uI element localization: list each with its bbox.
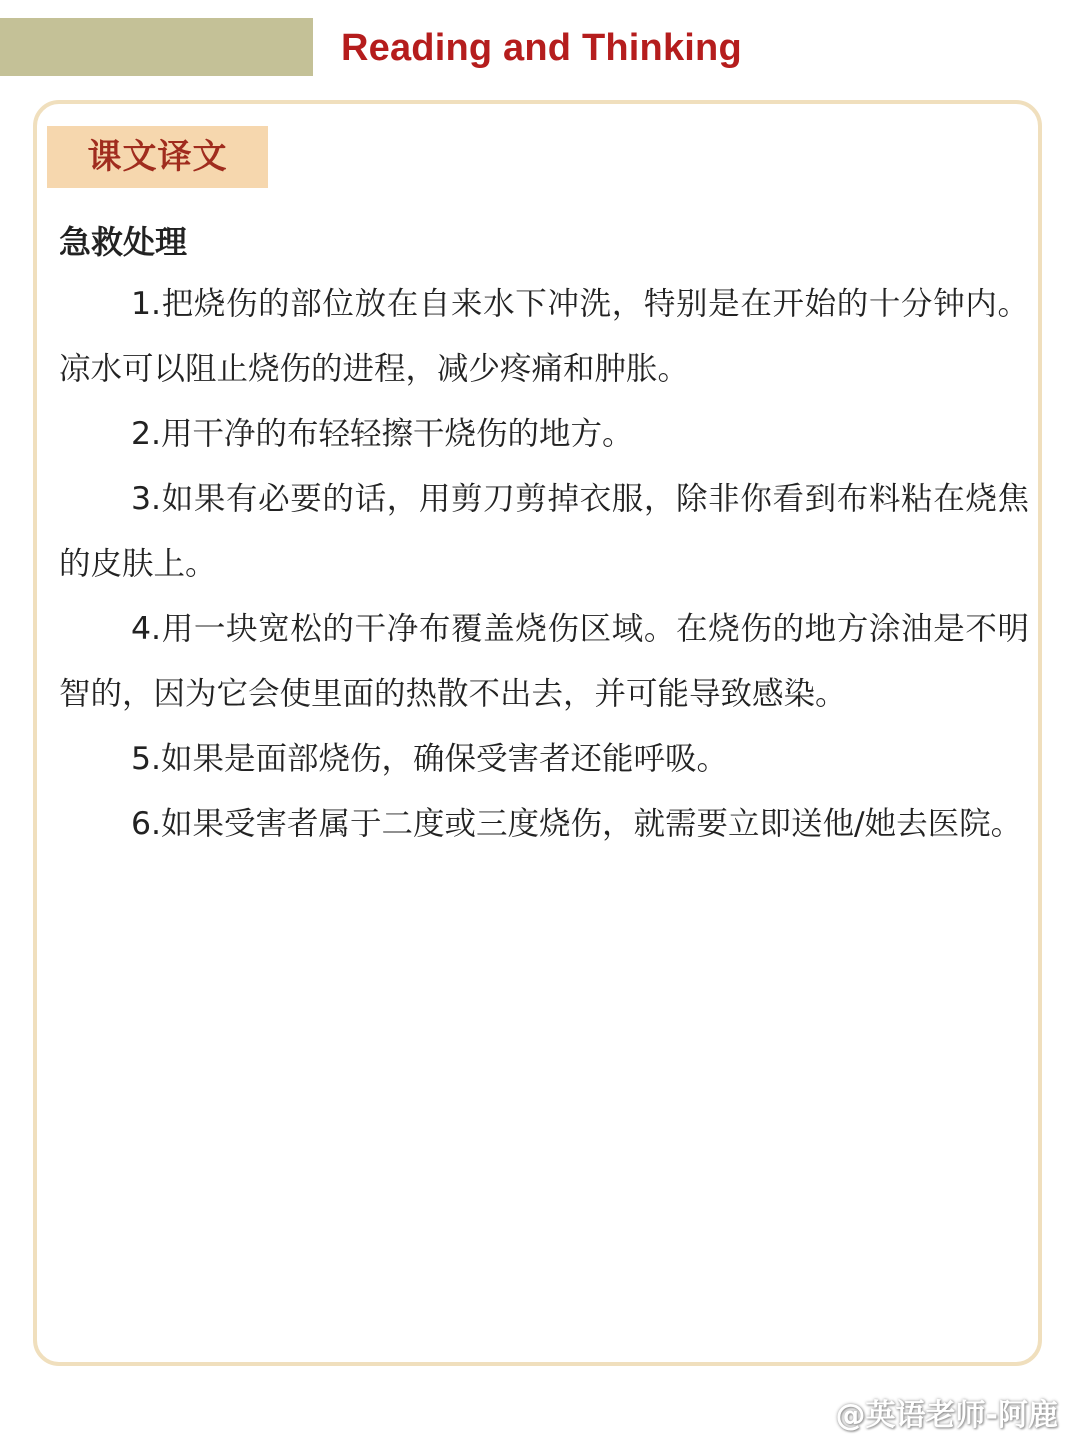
paragraph-5: 5.如果是面部烧伤，确保受害者还能呼吸。: [131, 741, 729, 777]
section-tag: 课文译文: [47, 126, 268, 188]
author-watermark: @英语老师-阿鹿: [835, 1398, 1058, 1433]
section-heading: 急救处理: [59, 223, 188, 261]
paragraph-2: 2.用干净的布轻轻擦干烧伤的地方。: [131, 416, 634, 452]
paragraph-3: 3.如果有必要的话，用剪刀剪掉衣服，除非你看到布料粘在烧焦的皮肤上。: [59, 481, 1029, 582]
content-body: [59, 212, 1029, 857]
paragraph-1: 1.把烧伤的部位放在自来水下冲洗，特别是在开始的十分钟内。凉水可以阻止烧伤的进程，减少疼痛和肿胀。: [59, 286, 1029, 387]
page-title: Reading and Thinking: [341, 27, 742, 69]
header-accent-bar: [0, 18, 313, 76]
paragraph-6: 6.如果受害者属于二度或三度烧伤，就需要立即送他/她去医院。: [131, 806, 1023, 842]
paragraph-4: 4.用一块宽松的干净布覆盖烧伤区域。在烧伤的地方涂油是不明智的，因为它会使里面的热散不出去，并可能导致感染。: [59, 611, 1029, 712]
